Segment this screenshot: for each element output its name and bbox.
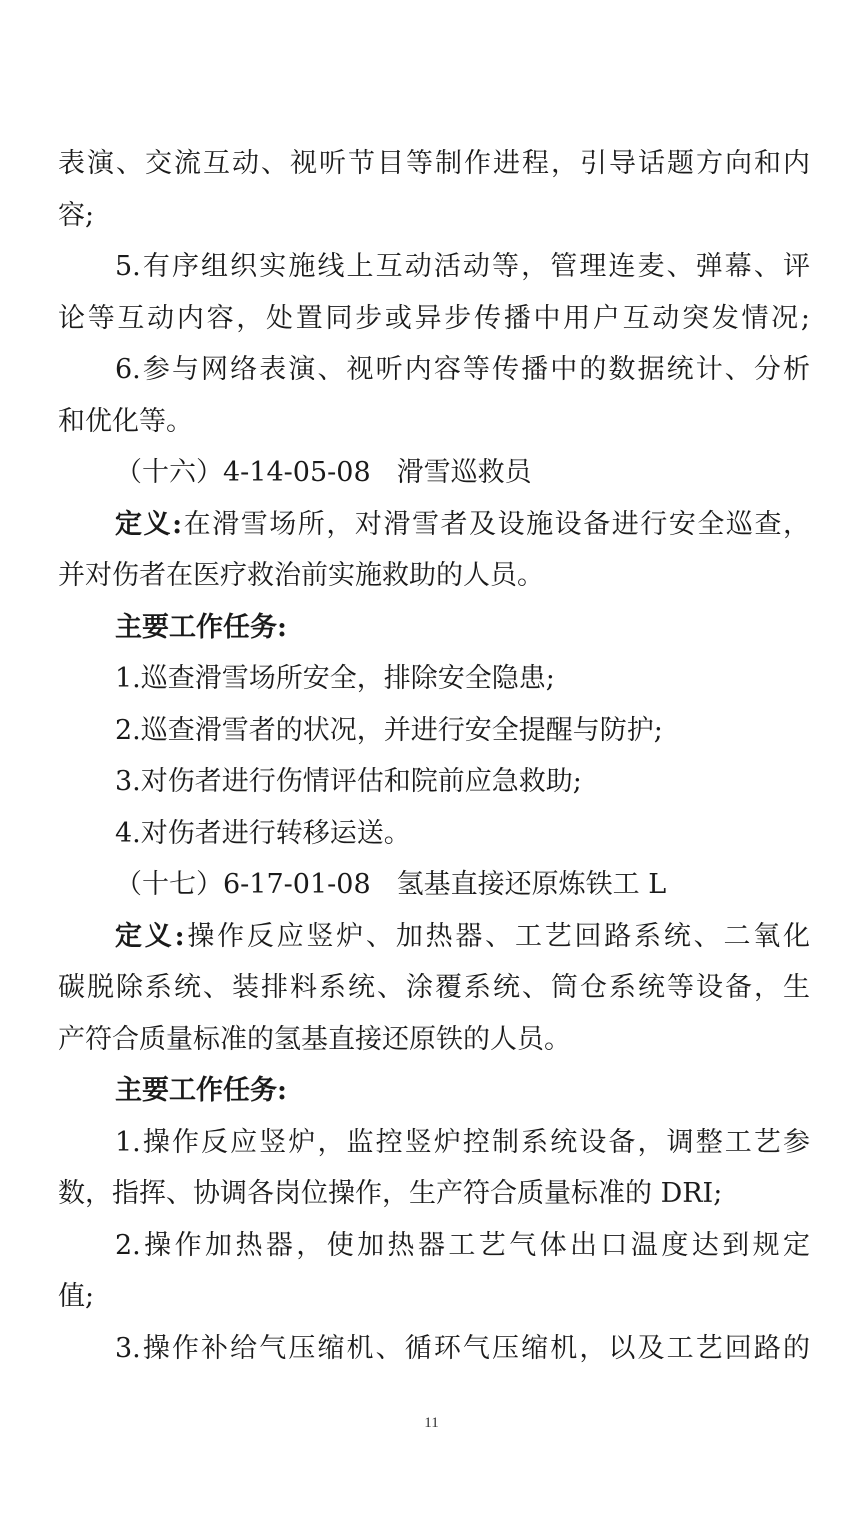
tasks-label: 主要工作任务: (115, 1075, 287, 1106)
list-item-6: 6.参与网络表演、视听内容等传播中的数据统计、分析 (115, 354, 810, 385)
task-item: 2.巡查滑雪者的状况，并进行安全提醒与防护; (115, 714, 663, 746)
section-code: （十七）6-17-01-08 (115, 869, 371, 900)
list-item-5: 5.有序组织实施线上互动活动等，管理连麦、弹幕、评 (115, 251, 810, 282)
section-heading-16 (58, 447, 810, 499)
task-item: 1.巡查滑雪场所安全，排除安全隐患; (115, 663, 555, 694)
paragraph-line: 表演、交流互动、视听节目等制作进程，引导话题方向和内 (58, 148, 810, 179)
tasks-label: 主要工作任务: (115, 611, 287, 643)
paragraph-line: 容; (58, 199, 95, 231)
section-title: 滑雪巡救员 (396, 457, 532, 488)
definition-label: 定义: (115, 508, 183, 540)
task-item: 4.对伤者进行转移运送。 (115, 817, 411, 849)
section-title: 氢基直接还原炼铁工 L (396, 869, 667, 900)
page-number: 11 (424, 1415, 439, 1431)
task-item-cont: 数，指挥、协调各岗位操作，生产符合质量标准的 DRI; (58, 1178, 723, 1209)
definition-line (58, 499, 810, 551)
definition-line-cont: 并对伤者在医疗救治前实施救助的人员。 (58, 560, 544, 591)
list-item-5-cont: 论等互动内容，处置同步或异步传播中用户互动突发情况; (58, 302, 810, 334)
task-item-cont: 值; (58, 1281, 95, 1312)
task-item: 3.操作补给气压缩机、循环气压缩机，以及工艺回路的 (115, 1332, 810, 1364)
task-item: 1.操作反应竖炉，监控竖炉控制系统设备，调整工艺参 (115, 1126, 810, 1158)
definition-label: 定义: (115, 920, 185, 952)
definition-text: 在滑雪场所，对滑雪者及设施设备进行安全巡查， (182, 508, 810, 540)
document-body (58, 138, 810, 1374)
task-item: 3.对伤者进行伤情评估和院前应急救助; (115, 766, 582, 797)
task-item: 2.操作加热器，使加热器工艺气体出口温度达到规定 (115, 1229, 810, 1261)
section-heading-17 (58, 859, 810, 911)
definition-line-cont: 产符合质量标准的氢基直接还原铁的人员。 (58, 1023, 571, 1055)
definition-text: 操作反应竖炉、加热器、工艺回路系统、二氧化 (184, 920, 810, 952)
definition-line-cont: 碳脱除系统、装排料系统、涂覆系统、筒仓系统等设备，生 (58, 972, 810, 1003)
list-item-6-cont: 和优化等。 (58, 405, 193, 437)
definition-line (58, 911, 810, 963)
section-code: （十六）4-14-05-08 (115, 457, 371, 488)
